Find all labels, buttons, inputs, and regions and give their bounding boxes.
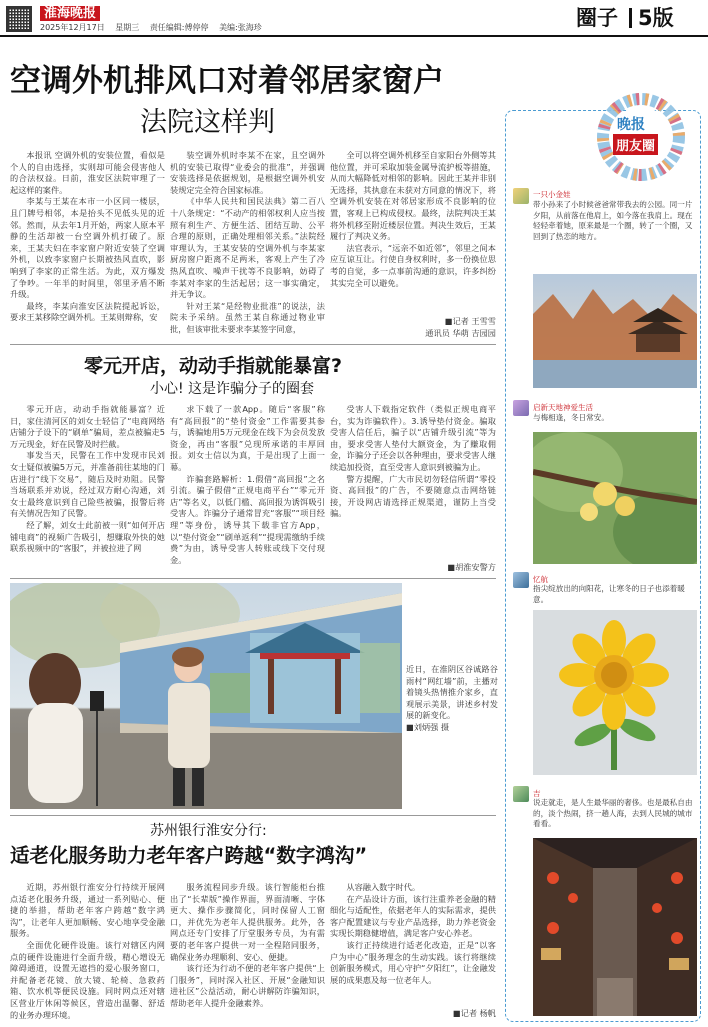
- paragraph: 《中华人民共和国民法典》第二百八十八条规定：“不动产的相邻权利人应当按照有利生产、方便生活、团结互助、公平合理的原则，正确处理相邻关系。”法院经审理认为，王某安装的空调外机与李某家厨房窗户距离不足两米，客观上产生了冷热风直吹、噪声干扰等不良影响，妨碍了李某对李家的生活起居；这一事实确定，并无争议。: [170, 196, 325, 300]
- divider: [10, 578, 496, 579]
- post-text: 说走就走，是人生最华丽的奢侈。也是最私自由的，淡个热闹，挤一趟人海，去到人民城的城市看看。: [533, 798, 693, 829]
- post-username: 一只小金娃: [533, 190, 571, 199]
- article2-byline: ■胡淮安警方: [447, 562, 496, 572]
- knitted-sunflower-image: [533, 610, 697, 775]
- paragraph: 服务流程同步升级。该行智能柜台推出了“长辈版”操作界面，界面清晰、字体更大、操作步骤简化，同时保留人工窗口，并优先为老年人提供服务。此外，各网点还专门安排了厅堂服务专员，为有需要的老年客户提供一对一全程陪同服务，确保业务办理顺利、安心、便捷。: [170, 882, 325, 962]
- section-divider: [629, 8, 632, 28]
- paragraph: 该行还为行动不便的老年客户提供“上门服务”，同时深入社区、开展“金融知识进社区”公益活动，耐心讲解防诈骗知识，帮助老年人提升金融素养。: [170, 963, 325, 1008]
- article1-column-1: [10, 150, 165, 340]
- paragraph: 事发当天，民警在工作中发现市民刘女士疑似被骗5万元，并准备前往某地的门店进行“线下交易”，随后及时劝阻。民警当场联系并劝说，经过双方耐心沟通，刘女士最终意识到自己险些被骗，报警后将有关情况告知了民警。: [10, 450, 165, 519]
- divider: [10, 344, 496, 345]
- masthead: [0, 0, 708, 34]
- paragraph: 求下载了一款App。随后“客服”称有“高回报”的“垫付资金”工作需要其参与，诱骗她用5万元现金在线下为会员发放资金，再由“客服”兑现所承诺的丰厚回报。刘女士信以为真，于是出现了上面一幕。: [170, 404, 325, 472]
- paragraph: 全可以将空调外机移至自家阳台外侧等其他位置，并可采取加装金属导流护板等措施，从而大幅降低对相邻的影响。因此王某并非别无选择，其执意在未获对方同意的情况下，将空调外机安装在对邻居家形成不良影响的位置，客观上已构成侵权。最终，法院判决王某将外机移至附近楼层位置。判决生效后，王某履行了判决义务。: [330, 150, 496, 242]
- article2-subtitle: 小心! 这是诈骗分子的圈套: [150, 381, 315, 397]
- paragraph: 诈骗套路解析：1.假借“高回报”之名引流。骗子假借“正规电商平台”“零元开店”等名义，以低门槛、高回报为诱饵吸引受害人。诈骗分子通常冒充“客服”“项目经理”等身份，诱导其下载非官方App，以“垫付资金”“刷单返利”“提现需缴纳手续费”为由，诱导受害人转账或线下交付现金。: [170, 473, 325, 565]
- article3-column-1: [10, 882, 165, 1022]
- paragraph: 最终，李某向淮安区法院提起诉讼，要求王某移除空调外机。王某则辩称，安: [10, 300, 165, 323]
- paragraph: 从容融入数字时代。: [346, 882, 421, 892]
- article1-byline-correspondent: 通讯员 华萌 吉园园: [425, 328, 496, 338]
- article3-title: 适老化服务助力老年客户跨越“数字鸿沟”: [10, 844, 368, 867]
- photo-byline: ■刘炳强 摄: [406, 721, 450, 732]
- designer-credit: 美编:张海珍: [219, 23, 262, 32]
- post-photo: [533, 432, 697, 564]
- issue-date: 2025年12月17日: [40, 23, 105, 32]
- paragraph: 在产品设计方面，该行注重养老金融的精细化与适配性，依据老年人的实际需求，提供客户配置建议与专业产品选择，助力养老资金实现长期稳健增值，满足客户安心养老。: [330, 893, 496, 939]
- paragraph: 近期，苏州银行淮安分行持续开展网点适老化服务升级，通过一系列贴心、便捷的举措，帮助老年客户跨越“数字鸿沟”，让老年人更加顺畅、安心地享受金融服务。: [10, 882, 165, 939]
- qr-code-icon: [6, 6, 32, 32]
- divider: [10, 815, 496, 816]
- photo-illustration: [10, 583, 402, 809]
- article1-title: 空调外机排风口对着邻居家窗户: [10, 63, 444, 99]
- paragraph: 本报讯 空调外机的安装位置，看似是个人的自由选择，实则却可能会侵害他人的合法权益。日前，淮安区法院审理了一起这样的案件。: [10, 150, 165, 195]
- paragraph: 警方提醒，广大市民切勿轻信所谓“零投资、高回报”的广告，不要随意点击网络链接，开设网店请选择正规渠道，谨防上当受骗。: [330, 473, 496, 519]
- editor-credit: 责任编辑:傅停停: [149, 23, 209, 32]
- avatar: [513, 572, 529, 588]
- issue-info: [40, 22, 270, 33]
- article1-subtitle: 法院这样判: [140, 107, 275, 138]
- article3-byline: ■记者 杨帆: [452, 1008, 496, 1018]
- post-text: 带小孙来了小时候爸爸常带我去的公园。同一片夕阳，从前落在他肩上，如今落在我肩上。现在轻轻牵着她，原来最是一个圈，转了一个圈，又回到了热恋的地方。: [533, 200, 693, 241]
- paragraph: 零元开店，动动手指就能暴富？近日，家住清河区的刘女士轻信了“电商网络店铺分子设下的“刷单”骗局，差点被骗走5万元现金，好在民警及时拦截。: [10, 404, 165, 449]
- paragraph: 该行正持续进行适老化改造，正是“以客户为中心”服务理念的生动实践。该行将继续创新服务模式，用心守护“夕阳红”，让金融发展的成果惠及每一位老年人。: [330, 939, 496, 985]
- photo-caption: [406, 664, 498, 734]
- old-street-night-image: [533, 838, 697, 1016]
- logo-line-1: 晚报: [617, 117, 645, 133]
- friend-circle-logo: [580, 92, 702, 182]
- wintersweet-blossom-image: [533, 432, 697, 564]
- pavilion-sunset-image: [533, 274, 697, 388]
- paragraph: 李某与王某在本市一小区同一楼层，且门牌号相邻，本是抬头不见低头见的近邻。然而，从去年1月开始，两家人原本平静的生活却被一台空调外机打破了。原来，王某夫妇在李家窗户附近安装了空调外机，以致李家窗户长期被热风直吹，影响到了李家的正常生活。为此，双方爆发了争吵。一年半的时间里，邻里矛盾不断升级。: [10, 196, 165, 300]
- header-rule: [0, 35, 708, 37]
- post-text: 与梅相逢，冬日常安。: [533, 413, 609, 422]
- article2-title: 零元开店，动动手指就能暴富?: [84, 355, 343, 377]
- post-username: 吉: [533, 789, 541, 798]
- article3-column-3: [330, 882, 496, 1008]
- caption-text: 近日，在淮阴区谷诚路谷雨村“网红墙”前，主播对着镜头热情推介家乡，直观展示美景，讲述乡村发展的新变化。: [406, 664, 498, 721]
- post-text: 指尖绽放出的向阳花，让寒冬的日子也添着暖意。: [533, 584, 685, 604]
- article3-column-2: [170, 882, 325, 1022]
- paragraph: 装空调外机时李某不在家，且空调外机的安装已取得“业委会的批准”，并强调安装选择是依据规划，是根据空调外机安装规定完全符合国家标准。: [170, 150, 325, 195]
- article2-column-3: [330, 404, 496, 556]
- paragraph: 全面优化硬件设施。该行对辖区内网点的硬件设施进行全面升级，精心增设无障碍通道，设置无遮挡的爱心服务窗口，并配备老花镜、放大镜、轮椅、急救药箱、饮水机等便民设施。同时网点还对辖区营业厅休闲等候区，营造出温馨、舒适的业务办理环境。: [10, 939, 165, 1020]
- news-photo: [10, 583, 402, 809]
- article1-column-2: [170, 150, 325, 340]
- paragraph: 针对王某“是经物业批准”的说法，法院未予采纳。虽然王某自称通过物业审批，但该审批未要求李某签字同意，: [170, 300, 325, 334]
- post-photo: [533, 274, 697, 388]
- avatar: [513, 400, 529, 416]
- article2-column-2: [170, 404, 325, 574]
- paragraph: 受害人下载指定软件（类似正规电商平台，实为诈骗软件）。3.诱导垫付资金。骗取受害人信任后，骗子以“店铺升级引流”等为由，要求受害人垫付大额资金，为了赚取佣金，诈骗分子还会以各种理由，要求受害人继续追加投资，直至受害人意识到被骗为止。: [330, 404, 496, 472]
- avatar: [513, 786, 529, 802]
- paragraph: 经了解，刘女士此前被一则“如何开店铺电商”的视频广告吸引，想赚取外快的她联系视频中的“客服”，并被拉进了网: [10, 519, 165, 554]
- article1-column-3: [330, 150, 496, 316]
- post-username: 忆航: [533, 575, 548, 584]
- post-photo: [533, 610, 697, 775]
- post-photo: [533, 838, 697, 1016]
- paragraph: 法官表示，“远亲不如近邻”，邻里之间本应互谅互让。行使自身权利时，多一份换位思考的自觉，多一点事前沟通的意识，许多纠纷其实完全可以避免。: [330, 242, 496, 288]
- logo-line-2: 朋友圈: [613, 134, 658, 155]
- article2-column-1: [10, 404, 165, 574]
- issue-weekday: 星期三: [115, 23, 140, 32]
- post-username: 启新天地神爱生活: [533, 403, 593, 412]
- page-number: 5版: [638, 6, 674, 30]
- avatar: [513, 188, 529, 204]
- article1-byline-reporter: ■记者 王雪雪: [444, 316, 496, 326]
- newspaper-brand: 淮海晚报: [40, 6, 100, 21]
- article3-kicker: 苏州银行淮安分行:: [150, 823, 267, 839]
- section-name: 圈子: [576, 6, 618, 30]
